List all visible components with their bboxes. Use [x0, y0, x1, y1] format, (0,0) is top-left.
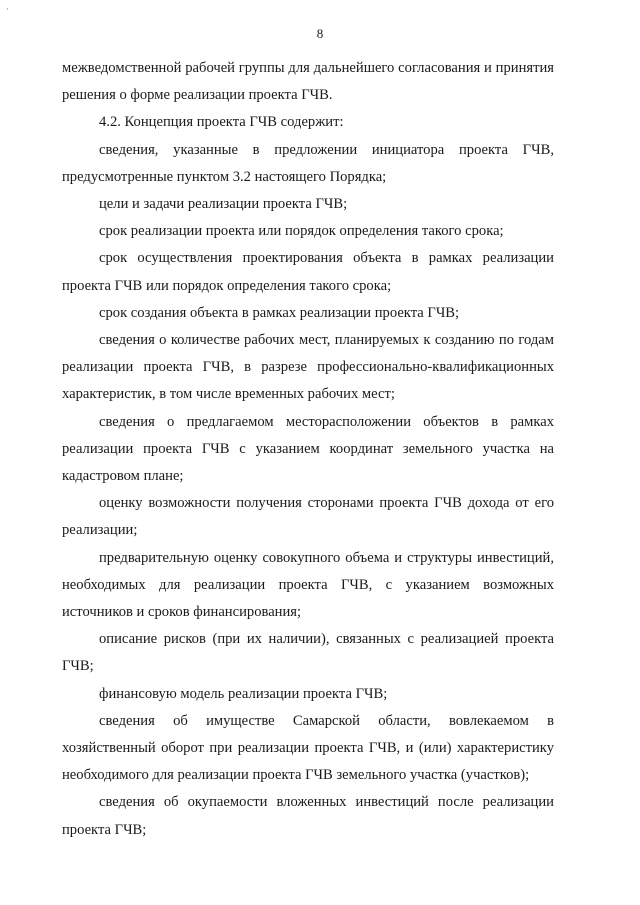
list-item: цели и задачи реализации проекта ГЧВ;	[99, 196, 348, 213]
list-item: описание рисков (при их наличии), связанных с реализацией проекта ГЧВ;	[62, 631, 554, 675]
list-item: срок реализации проекта или порядок определения такого срока;	[99, 223, 504, 240]
list-item: сведения об окупаемости вложенных инвестиций после реализации проекта ГЧВ;	[62, 794, 554, 838]
list-item: финансовую модель реализации проекта ГЧВ;	[99, 685, 388, 702]
section-heading: 4.2. Концепция проекта ГЧВ содержит:	[99, 114, 344, 131]
list-item: сведения о предлагаемом месторасположении объектов в рамках реализации проекта ГЧВ с указанием координат земельного участка на кадастровом плане;	[62, 413, 554, 485]
list-item: сведения об имуществе Самарской области, вовлекаемом в хозяйственный оборот при реализации проекта ГЧВ, и (или) характеристику необходимого для реализации проекта ГЧВ земельного участка (участков);	[62, 712, 554, 784]
list-item: срок осуществления проектирования объекта в рамках реализации проекта ГЧВ или порядок определения такого срока;	[62, 250, 554, 294]
paragraph-continuation: межведомственной рабочей группы для дальнейшего согласования и принятия решения о форме реализации проекта ГЧВ.	[62, 60, 554, 104]
document-body	[62, 55, 554, 844]
list-item: срок создания объекта в рамках реализации проекта ГЧВ;	[99, 304, 460, 321]
list-item: сведения о количестве рабочих мест, планируемых к созданию по годам реализации проекта ГЧВ, в разрезе профессионально-квалификационных характеристик, в том числе временных рабочих мест;	[62, 332, 554, 403]
list-item: предварительную оценку совокупного объема и структуры инвестиций, необходимых для реализации проекта ГЧВ, с указанием возможных источников и сроков финансирования;	[62, 549, 554, 621]
list-item: оценку возможности получения сторонами проекта ГЧВ дохода от его реализации;	[62, 495, 554, 539]
scan-mark: ·	[6, 4, 9, 14]
page-number: 8	[316, 26, 324, 41]
list-item: сведения, указанные в предложении инициатора проекта ГЧВ, предусмотренные пунктом 3.2 настоящего Порядка;	[62, 141, 554, 185]
